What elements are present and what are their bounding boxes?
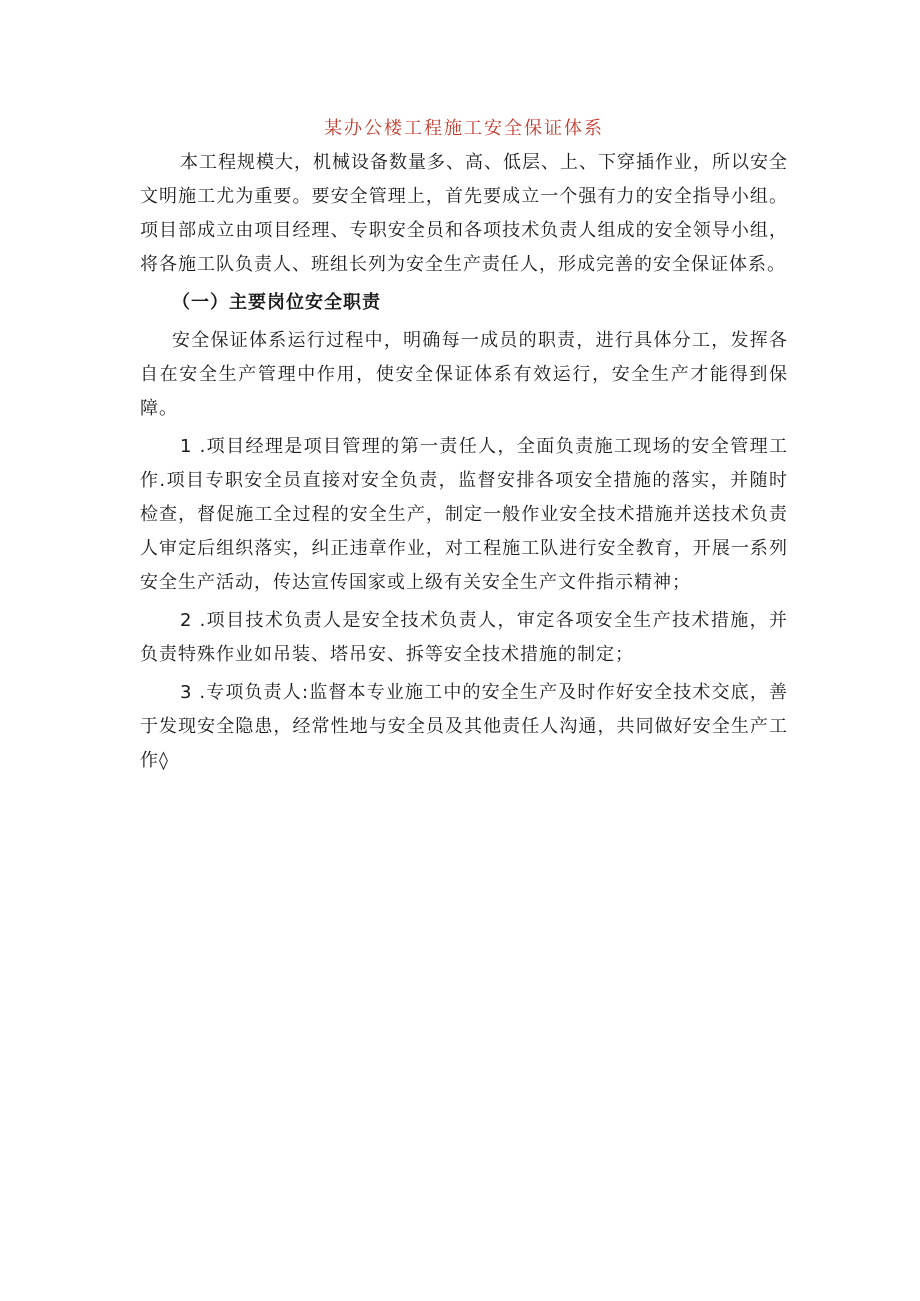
document-body: [140, 114, 788, 778]
intro-paragraph: 本工程规模大，机械设备数量多、高、低层、上、下穿插作业，所以安全文明施工尤为重要。要安全管理上，首先要成立一个强有力的安全指导小组。项目部成立由项目经理、专职安全员和各项技术负责人组成的安全领导小组，将各施工队负责人、班组长列为安全生产责任人，形成完善的安全保证体系。: [140, 152, 788, 275]
section-heading: （一）主要岗位安全职责: [172, 292, 381, 313]
document-title: 某办公楼工程施工安全保证体系: [324, 118, 604, 139]
list-item: 3 .专项负责人:监督本专业施工中的安全生产及时作好安全技术交底，善于发现安全隐患，经常性地与安全员及其他责任人沟通，共同做好安全生产工作◊: [140, 682, 788, 771]
list-item: 2 .项目技术负责人是安全技术负责人，审定各项安全生产技术措施，并负责特殊作业如吊装、塔吊安、拆等安全技术措施的制定；: [140, 610, 788, 665]
list-item: 1 .项目经理是项目管理的第一责任人，全面负责施工现场的安全管理工作.项目专职安全员直接对安全负责，监督安排各项安全措施的落实，并随时检查，督促施工全过程的安全生产，制定一般作业安全技术措施并送技术负责人审定后组织落实，纠正违章作业，对工程施工队进行安全教育，开展一系列安全生产活动，传达宣传国家或上级有关安全生产文件指示精神；: [140, 436, 788, 593]
section-intro-paragraph: 安全保证体系运行过程中，明确每一成员的职责，进行具体分工，发挥各自在安全生产管理中作用，使安全保证体系有效运行，安全生产才能得到保障。: [140, 330, 788, 419]
